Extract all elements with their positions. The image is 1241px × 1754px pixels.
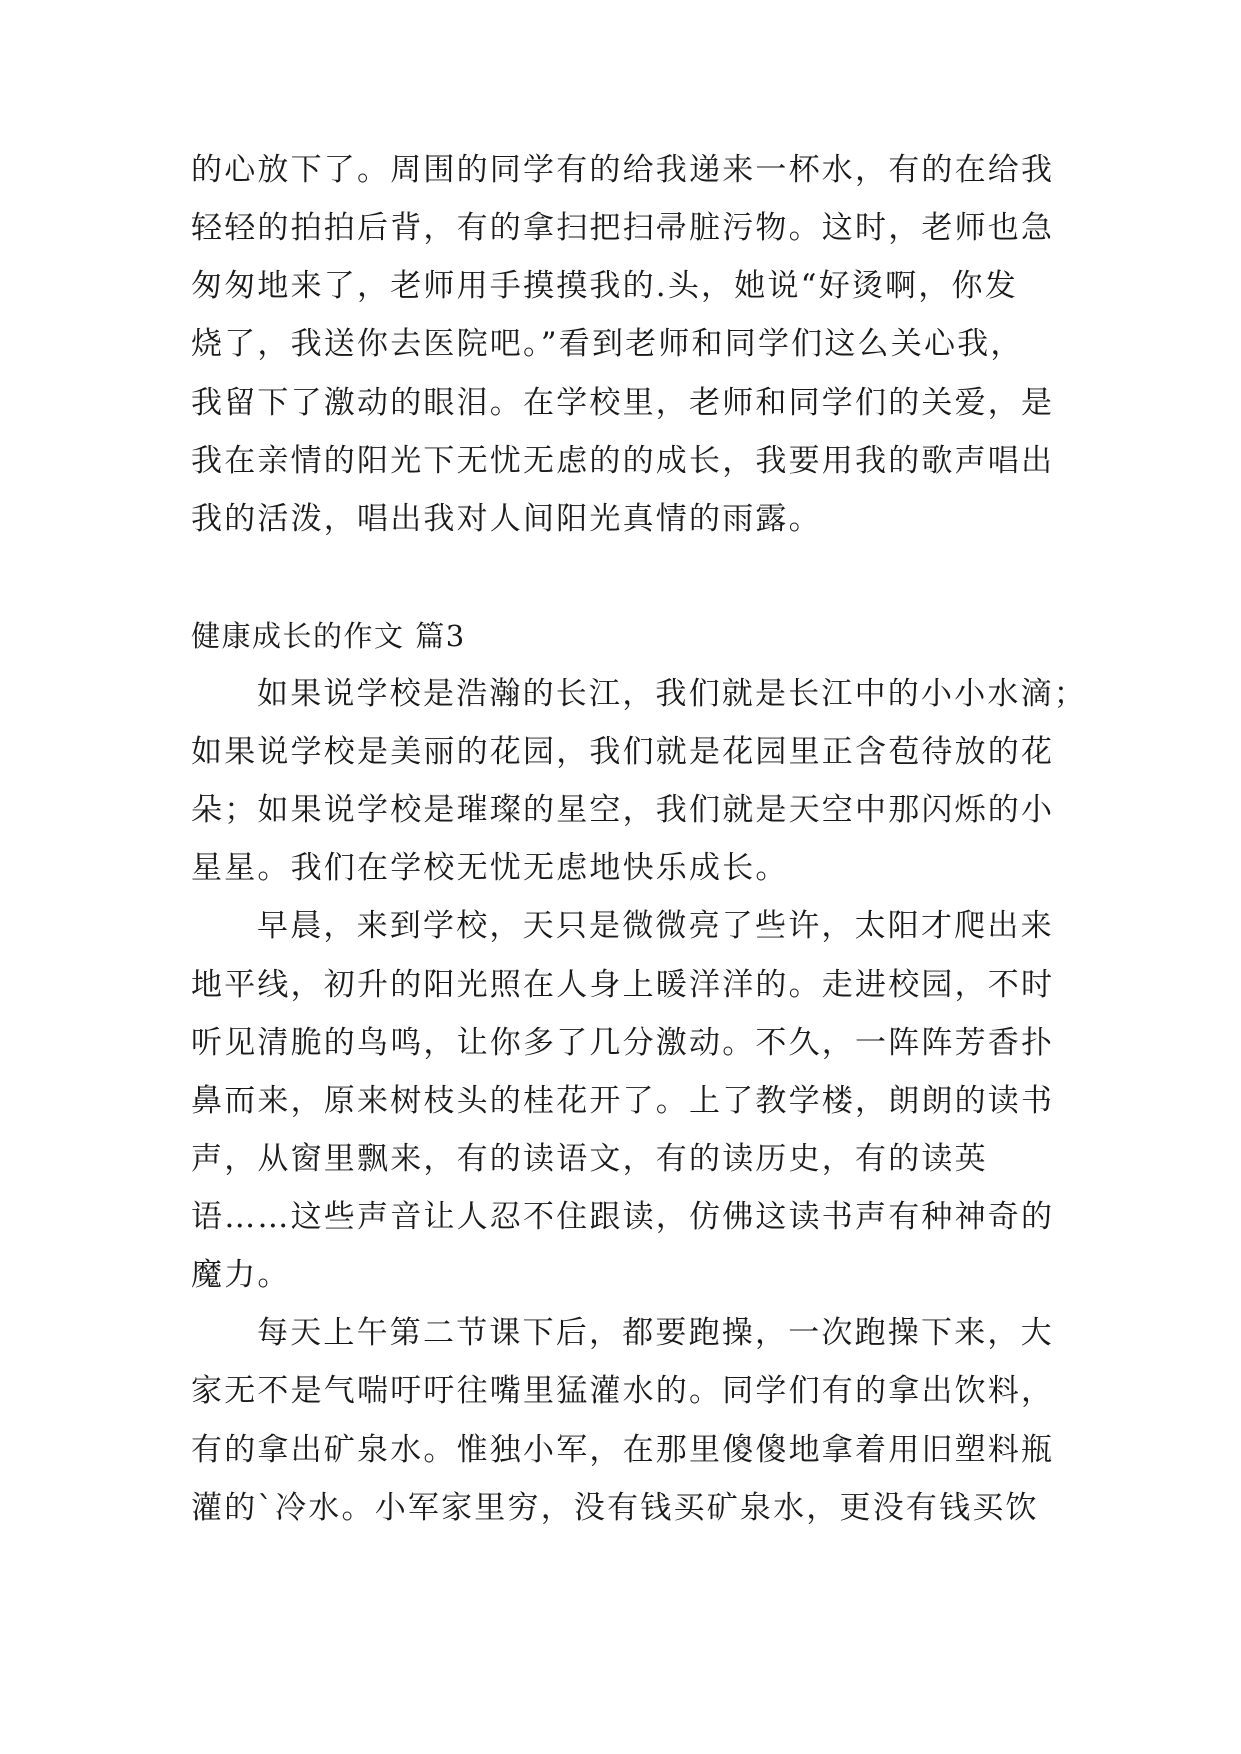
text-line: 星星。我们在学校无忧无虑地快乐成长。 [191, 850, 789, 886]
text-line: 声，从窗里飘来，有的读语文，有的读历史，有的读英 [191, 1141, 988, 1177]
text-line: 灌的`冷水。小军家里穷，没有钱买矿泉水，更没有钱买饮 [191, 1490, 1039, 1526]
text-line: 匆匆地来了，老师用手摸摸我的.头，她说“好烫啊，你发 [191, 268, 1018, 304]
text-line: 听见清脆的鸟鸣，让你多了几分激动。不久，一阵阵芳香扑 [191, 1025, 1055, 1061]
text-line: 有的拿出矿泉水。惟独小军，在那里傻傻地拿着用旧塑料瓶 [191, 1432, 1055, 1468]
text-line: 每天上午第二节课下后，都要跑操，一次跑操下来，大 [257, 1315, 1054, 1351]
text-line: 烧了，我送你去医院吧。”看到老师和同学们这么关心我， [191, 326, 1024, 362]
text-line: 轻轻的拍拍后背，有的拿扫把扫帚脏污物。这时，老师也急 [191, 210, 1055, 246]
text-line: 地平线，初升的阳光照在人身上暖洋洋的。走进校园，不时 [191, 967, 1055, 1003]
text-line: 鼻而来，原来树枝头的桂花开了。上了教学楼，朗朗的读书 [191, 1083, 1055, 1119]
text-line: 魔力。 [191, 1257, 291, 1293]
text-line: 早晨，来到学校，天只是微微亮了些许，太阳才爬出来 [257, 908, 1054, 944]
text-line: 朵；如果说学校是璀璨的星空，我们就是天空中那闪烁的小 [191, 792, 1055, 828]
text-line: 语……这些声音让人忍不住跟读，仿佛这读书声有种神奇的 [191, 1199, 1055, 1235]
section-heading: 健康成长的作文 篇3 [191, 619, 466, 653]
text-line: 的心放下了。周围的同学有的给我递来一杯水，有的在给我 [191, 152, 1055, 188]
text-line: 如果说学校是美丽的花园，我们就是花园里正含苞待放的花 [191, 734, 1055, 770]
text-line: 家无不是气喘吁吁往嘴里猛灌水的。同学们有的拿出饮料， [191, 1373, 1055, 1409]
text-line: 如果说学校是浩瀚的长江，我们就是长江中的小小水滴； [257, 676, 1087, 712]
text-line: 我留下了激动的眼泪。在学校里，老师和同学们的关爱，是 [191, 385, 1055, 421]
text-line: 我在亲情的阳光下无忧无虑的的成长，我要用我的歌声唱出 [191, 443, 1055, 479]
text-line: 我的活泼，唱出我对人间阳光真情的雨露。 [191, 501, 822, 537]
